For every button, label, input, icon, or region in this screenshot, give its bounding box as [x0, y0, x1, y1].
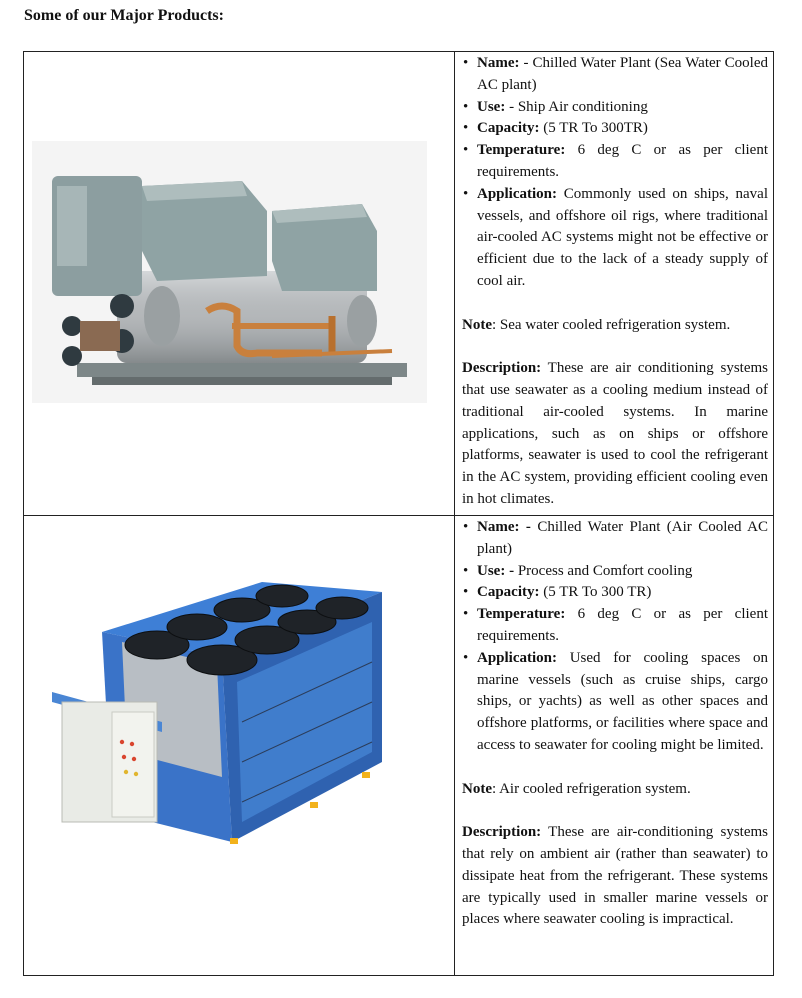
spec-application: • Application: Commonly used on ships, naval vessels, and offshore oil rigs, where traditional air-cooled AC systems might not be effective or efficient due to the lack of a steady supply of cool air.: [477, 184, 768, 293]
spec-application: • Application: Used for cooling spaces on marine vessels (such as cruise ships, cargo ships, or yachts) as well as other spaces and offshore platforms, or facilities where space and access to seawater for cooling might be limited.: [477, 648, 768, 757]
product-description: Description: These are air conditioning systems that use seawater as a cooling medium instead of traditional air-cooled systems. In marine applications, such as on ships or offshore platforms, seawater is used to cool the refrigerant in the AC system, providing efficient cooling even in hot climates.: [462, 360, 768, 507]
product-details: [455, 52, 773, 511]
product-image-cell: [24, 52, 455, 516]
spec-capacity: • Capacity: (5 TR To 300TR): [477, 118, 768, 140]
spec-name: • Name: - Chilled Water Plant (Sea Water Cooled AC plant): [477, 53, 768, 97]
products-table: [23, 51, 774, 976]
product-row: [24, 516, 774, 976]
spec-temperature: • Temperature: 6 deg C or as per client requirements.: [477, 604, 768, 648]
product-image-cell: [24, 516, 455, 976]
sea-water-chiller-image: [32, 141, 427, 403]
spec-temperature: • Temperature: 6 deg C or as per client requirements.: [477, 140, 768, 184]
product-details-cell: [455, 516, 774, 976]
spec-use: • Use: - Ship Air conditioning: [477, 97, 768, 119]
product-spec-list: [462, 53, 768, 293]
spec-use: • Use: - Process and Comfort cooling: [477, 561, 768, 583]
product-spec-list: [462, 517, 768, 757]
product-details: [455, 516, 773, 931]
product-details-cell: [455, 52, 774, 516]
product-row: [24, 52, 774, 516]
air-cooled-chiller-image: [52, 572, 397, 857]
spec-capacity: • Capacity: (5 TR To 300 TR): [477, 582, 768, 604]
spec-name: • Name: - Chilled Water Plant (Air Cooled AC plant): [477, 517, 768, 561]
product-note: Note: Sea water cooled refrigeration system.: [462, 316, 731, 333]
product-note: Note: Air cooled refrigeration system.: [462, 780, 691, 797]
page-heading: Some of our Major Products:: [24, 7, 224, 24]
product-description: Description: These are air-conditioning systems that rely on ambient air (rather than seawater) to dissipate heat from the refrigerant. These systems are typically used in smaller marine vessels or places where seawater cooling is impractical.: [462, 824, 768, 928]
